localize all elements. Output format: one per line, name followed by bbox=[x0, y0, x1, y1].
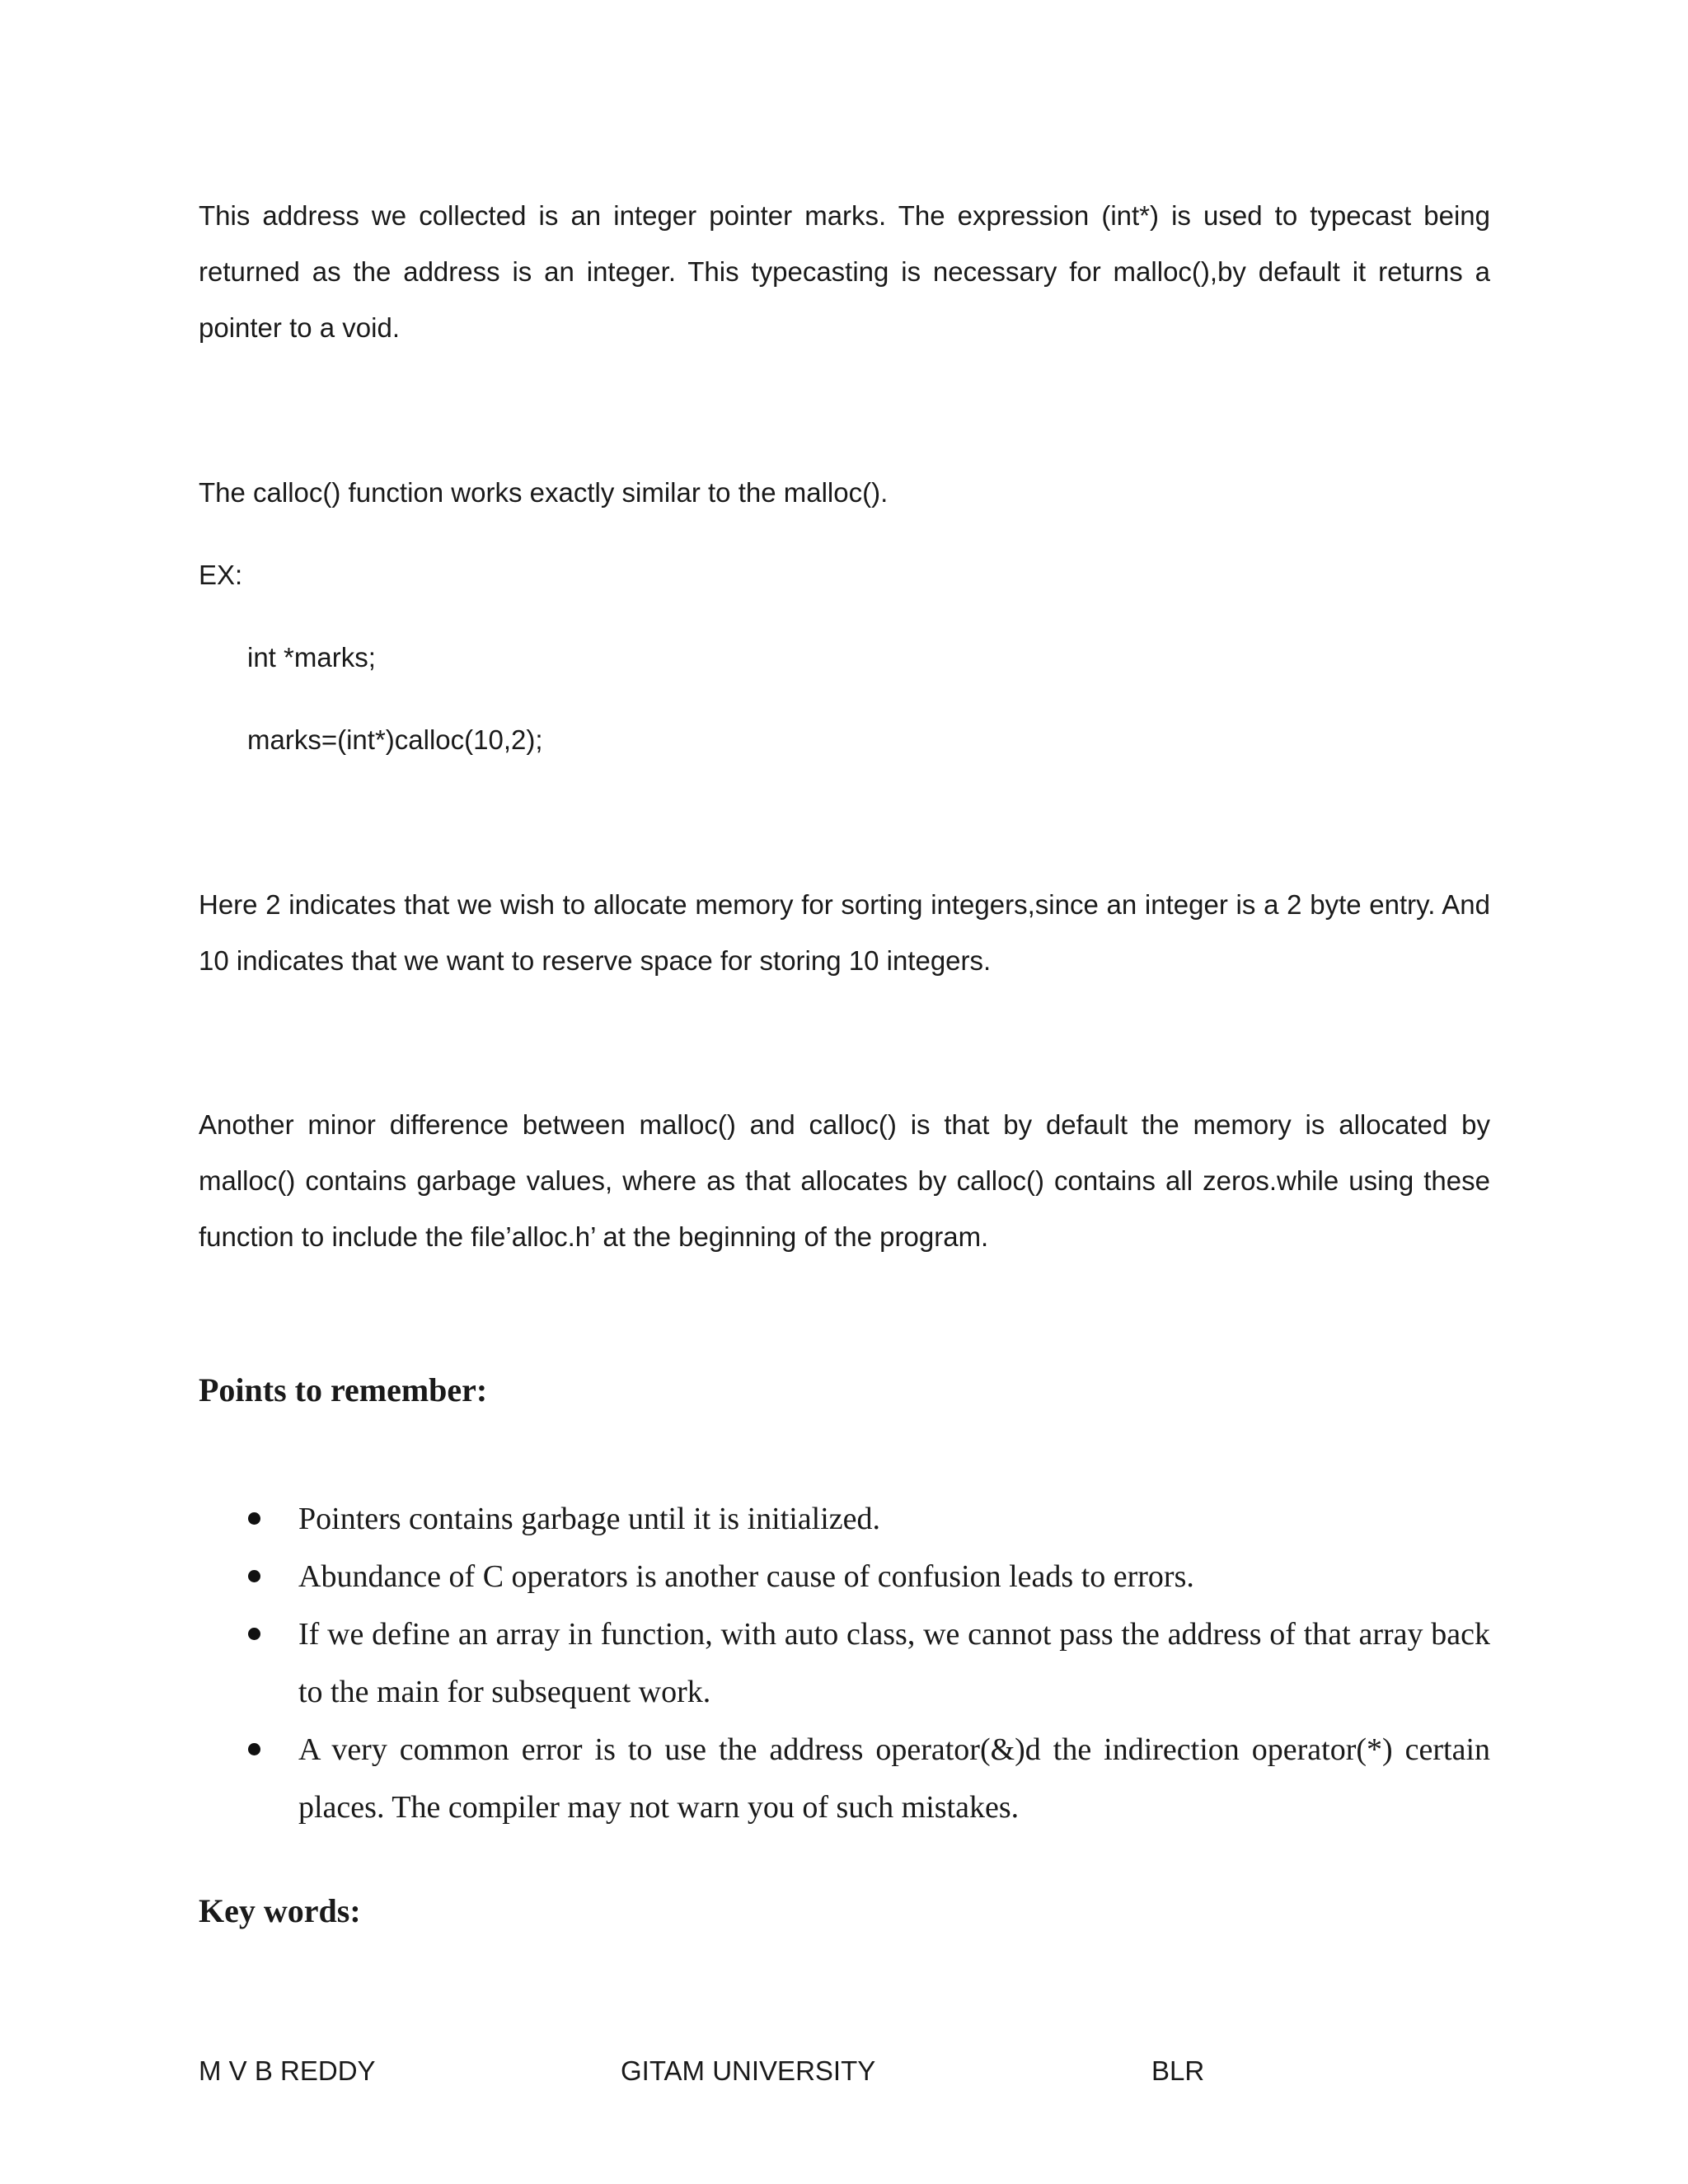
code-line: marks=(int*)calloc(10,2); bbox=[247, 724, 543, 755]
points-heading: Points to remember: bbox=[199, 1371, 488, 1408]
list-item bbox=[199, 1490, 1490, 1548]
paragraph-calloc-args: Here 2 indicates that we wish to allocate memory for sorting integers,since an integer is a 2 byte entry. And 10 indicates that we want to reserve space for storing 10 integers. bbox=[199, 889, 1490, 976]
bullet-icon bbox=[248, 1570, 260, 1582]
footer-author: M V B REDDY bbox=[199, 2055, 376, 2086]
example-label: EX: bbox=[199, 560, 243, 590]
list-item bbox=[199, 1548, 1490, 1605]
list-item-text: If we define an array in function, with auto class, we cannot pass the address of that array back to the main for subsequent work. bbox=[298, 1617, 1490, 1709]
list-item-text: Pointers contains garbage until it is initialized. bbox=[298, 1502, 881, 1536]
list-item bbox=[199, 1721, 1490, 1836]
bullet-icon bbox=[248, 1743, 260, 1755]
list-item-text: Abundance of C operators is another cause of confusion leads to errors. bbox=[298, 1559, 1194, 1594]
bullet-icon bbox=[248, 1512, 260, 1525]
paragraph-calloc-intro: The calloc() function works exactly similar to the malloc(). bbox=[199, 477, 889, 508]
footer-location: BLR bbox=[1151, 2055, 1205, 2086]
list-item bbox=[199, 1605, 1490, 1721]
list-item-text: A very common error is to use the address operator(&)d the indirection operator(*) certain places. The compiler may not warn you of such mistakes. bbox=[298, 1732, 1490, 1825]
points-list bbox=[199, 1490, 1490, 1836]
code-line: int *marks; bbox=[247, 642, 376, 673]
paragraph-typecast: This address we collected is an integer pointer marks. The expression (int*) is used to typecast being returned as the address is an integer. This typecasting is necessary for malloc(),by default it returns a pointer to a void. bbox=[199, 200, 1490, 343]
bullet-icon bbox=[248, 1628, 260, 1640]
keywords-heading: Key words: bbox=[199, 1892, 361, 1929]
paragraph-malloc-calloc-difference: Another minor difference between malloc() and calloc() is that by default the memory is allocated by malloc() contains garbage values, where as that allocates by calloc() contains all zeros.while using these function to include the file’alloc.h’ at the beginning of the program. bbox=[199, 1109, 1490, 1252]
footer-institution: GITAM UNIVERSITY bbox=[621, 2055, 876, 2086]
